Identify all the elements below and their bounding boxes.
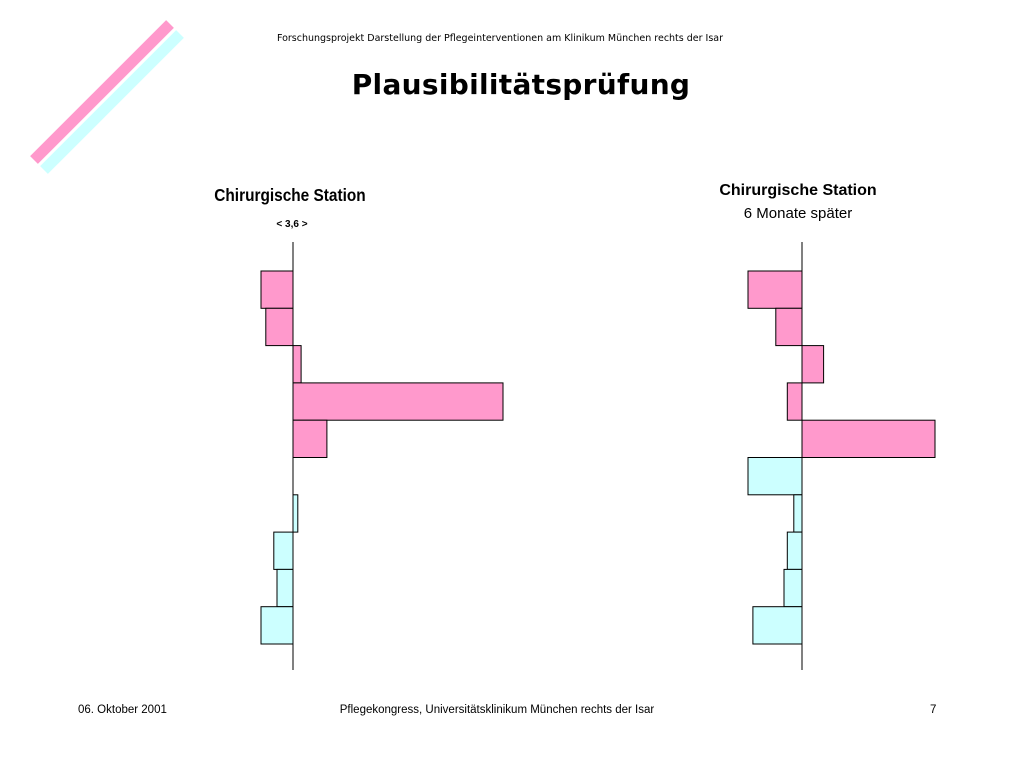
page-number: 7 <box>930 704 937 716</box>
chart2-bar-8 <box>787 532 802 569</box>
chart2-bar-3 <box>802 346 824 383</box>
chart2-bar-4 <box>787 383 802 420</box>
chart2-subtitle: 6 Monate später <box>743 205 853 222</box>
chart2-bar-6 <box>748 458 802 495</box>
chart2-title: Chirurgische Station <box>719 182 877 199</box>
chart2-bar-5 <box>802 420 935 457</box>
chart2-bar-10 <box>753 607 802 644</box>
chart1-title: Chirurgische Station <box>214 185 366 205</box>
chart2-bar-2 <box>776 308 802 345</box>
chart1-subtitle: < 3,6 > <box>276 219 308 230</box>
footer-date: 06. Oktober 2001 <box>78 704 167 716</box>
chart2-bar-7 <box>794 495 802 532</box>
footer-event: Pflegekongress, Universitätsklinikum München rechts der Isar <box>339 704 655 716</box>
project-header: Forschungsprojekt Darstellung der Pflegeinterventionen am Klinikum München rechts der Isar <box>276 33 724 44</box>
chart2-bar-1 <box>748 271 802 308</box>
page-title: Plausibilitätsprüfung <box>351 68 691 101</box>
chart2-bar-9 <box>784 569 802 606</box>
